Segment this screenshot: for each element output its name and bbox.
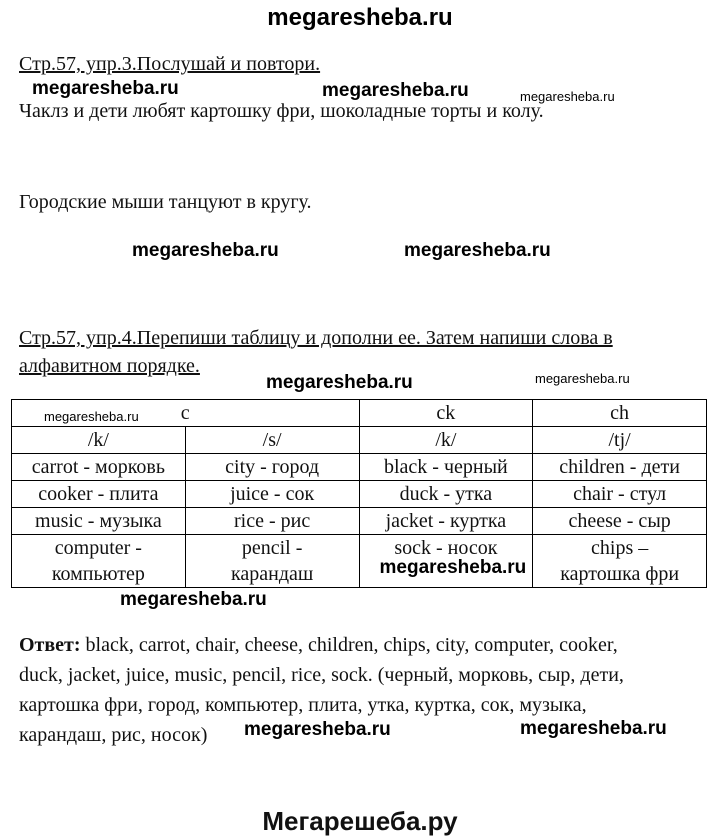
table-row bbox=[12, 454, 707, 481]
sound-cell: /s/ bbox=[185, 427, 359, 454]
exercise3-line1: Чаклз и дети любят картошку фри, шоколадные торты и колу. bbox=[19, 100, 544, 122]
watermark: megaresheba.ru bbox=[520, 89, 615, 104]
exercise3-line2: Городские мыши танцуют в кругу. bbox=[19, 191, 312, 213]
header-c: megaresheba.ru c bbox=[12, 400, 360, 427]
exercise4-heading-line1: Стр.57, упр.4.Перепиши таблицу и дополни ее. Затем напиши слова в bbox=[19, 327, 613, 349]
words-table bbox=[11, 399, 707, 588]
answer-line2: duck, jacket, juice, music, pencil, rice, sock. (черный, морковь, сыр, дети, bbox=[19, 664, 624, 686]
sound-cell: /k/ bbox=[359, 427, 533, 454]
table-row bbox=[12, 508, 707, 535]
word-cell: cheese - сыр bbox=[533, 508, 707, 535]
word-cell: black - черный bbox=[359, 454, 533, 481]
header-ck: ck bbox=[359, 400, 533, 427]
watermark: megaresheba.ru bbox=[132, 240, 279, 261]
site-watermark-top: megaresheba.ru bbox=[267, 4, 453, 31]
word-cell: music - музыка bbox=[12, 508, 186, 535]
sound-cell: /tj/ bbox=[533, 427, 707, 454]
word-cell: cooker - плита bbox=[12, 481, 186, 508]
answer-line1: Ответ: black, carrot, chair, cheese, children, chips, city, computer, cooker, bbox=[19, 634, 618, 656]
answer-line4: карандаш, рис, носок) bbox=[19, 724, 208, 746]
word-cell: pencil - карандаш bbox=[185, 535, 359, 588]
watermark: megaresheba.ru bbox=[44, 409, 139, 424]
watermark: megaresheba.ru bbox=[535, 371, 630, 386]
watermark: megaresheba.ru bbox=[266, 372, 413, 393]
sound-cell: /k/ bbox=[12, 427, 186, 454]
word-cell: children - дети bbox=[533, 454, 707, 481]
word-cell: rice - рис bbox=[185, 508, 359, 535]
table-sound-row bbox=[12, 427, 707, 454]
word-cell: chips – картошка фри bbox=[533, 535, 707, 588]
answer-line3: картошка фри, город, компьютер, плита, утка, куртка, сок, музыка, bbox=[19, 694, 587, 716]
word-cell: duck - утка bbox=[359, 481, 533, 508]
watermark: megaresheba.ru bbox=[32, 78, 179, 99]
watermark: megaresheba.ru bbox=[520, 718, 667, 739]
exercise4-heading-line2: алфавитном порядке. bbox=[19, 355, 200, 377]
watermark: megaresheba.ru bbox=[404, 240, 551, 261]
word-cell: chair - стул bbox=[533, 481, 707, 508]
exercise3-heading: Стр.57, упр.3.Послушай и повтори. bbox=[19, 53, 321, 75]
word-cell: computer - компьютер bbox=[12, 535, 186, 588]
table-row bbox=[12, 535, 707, 588]
watermark: megaresheba.ru bbox=[379, 557, 527, 578]
word-cell: carrot - морковь bbox=[12, 454, 186, 481]
word-cell: jacket - куртка bbox=[359, 508, 533, 535]
word-cell: juice - сок bbox=[185, 481, 359, 508]
word-cell: city - город bbox=[185, 454, 359, 481]
watermark: megaresheba.ru bbox=[244, 719, 391, 740]
header-ch: ch bbox=[533, 400, 707, 427]
word-cell: sock - носок megaresheba.ru bbox=[359, 535, 533, 588]
watermark: megaresheba.ru bbox=[322, 80, 469, 101]
table-row bbox=[12, 481, 707, 508]
footer-site-name: Мегарешеба.ру bbox=[262, 806, 458, 836]
watermark: megaresheba.ru bbox=[120, 589, 267, 610]
table-header-row bbox=[12, 400, 707, 427]
answer-label: Ответ: bbox=[19, 634, 81, 656]
